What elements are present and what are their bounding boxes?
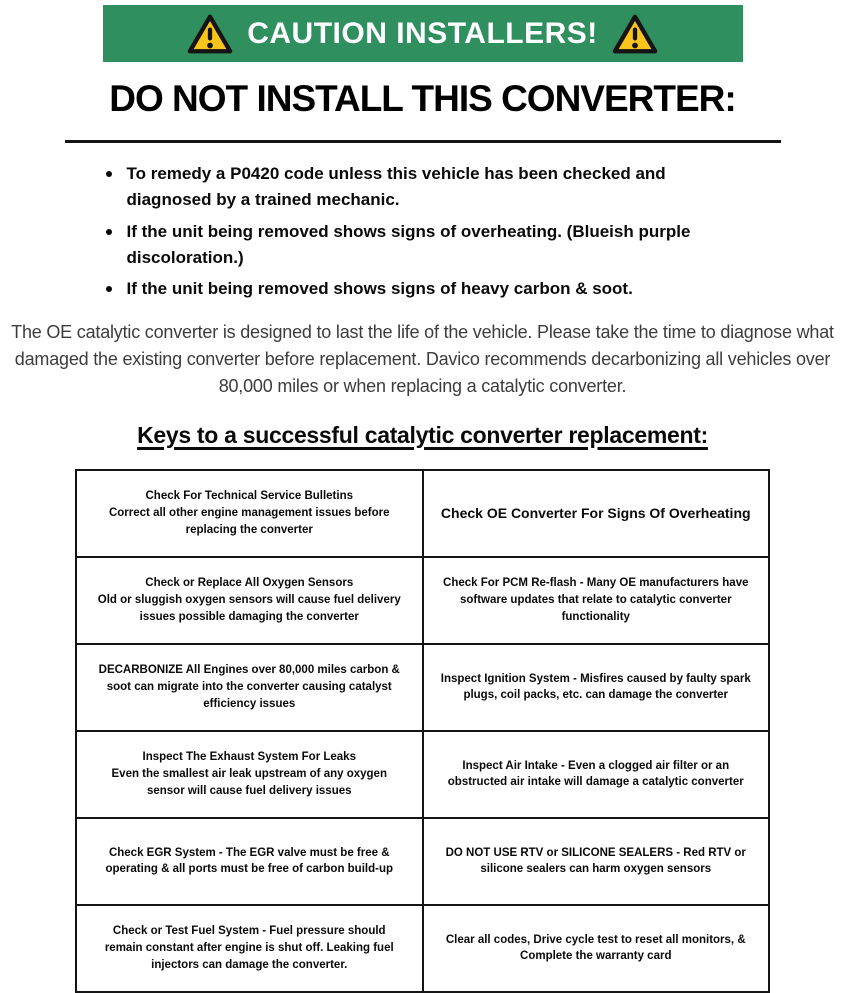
table-cell xyxy=(423,644,770,731)
cell-body: Even the smallest air leak upstream of any oxygen sensor will cause fuel delivery issues xyxy=(111,767,387,797)
table-row xyxy=(76,818,769,905)
table-row xyxy=(76,731,769,818)
table-cell xyxy=(423,557,770,644)
table-cell xyxy=(76,731,423,818)
table-row xyxy=(76,905,769,992)
cell-title: DECARBONIZE All Engines over 80,000 miles carbon & soot can migrate into the converter causing catalyst efficiency issues xyxy=(98,664,400,710)
warning-list-item: If the unit being removed shows signs of overheating. (Blueish purple discoloration.) xyxy=(127,219,747,272)
cell-title: Inspect Air Intake - Even a clogged air filter or an obstructed air intake will damage a catalytic converter xyxy=(447,759,744,789)
warning-triangle-icon xyxy=(612,13,658,55)
table-cell xyxy=(76,470,423,557)
table-cell xyxy=(76,644,423,731)
table-row xyxy=(76,557,769,644)
cell-title: Clear all codes, Drive cycle test to reset all monitors, & Complete the warranty card xyxy=(445,933,746,963)
table-cell xyxy=(423,818,770,905)
table-row xyxy=(76,644,769,731)
keys-table xyxy=(75,469,770,993)
table-cell xyxy=(76,818,423,905)
cell-title: Check or Replace All Oxygen Sensors xyxy=(145,577,354,590)
intro-paragraph: The OE catalytic converter is designed to last the life of the vehicle. Please take the time to diagnose what damaged the existing converter before replacement. Davico recommends decarbonizing all vehicles over 80,000 miles or when replacing a catalytic converter. xyxy=(11,321,834,396)
cell-title: Inspect Ignition System - Misfires caused by faulty spark plugs, coil packs, etc. can damage the converter xyxy=(440,672,751,702)
table-cell xyxy=(76,905,423,992)
banner-title: CAUTION INSTALLERS! xyxy=(247,16,598,50)
table-row xyxy=(76,470,769,557)
keys-heading: Keys to a successful catalytic converter replacement: xyxy=(137,421,708,448)
table-cell xyxy=(423,470,770,557)
table-cell xyxy=(423,905,770,992)
cell-title: Check For PCM Re-flash - Many OE manufacturers have software updates that relate to catalytic converter functionality xyxy=(443,577,749,623)
cell-body: Old or sluggish oxygen sensors will cause fuel delivery issues possible damaging the converter xyxy=(97,593,401,623)
warning-list-item: If the unit being removed shows signs of heavy carbon & soot. xyxy=(127,276,747,302)
cell-title: Check OE Converter For Signs Of Overheating xyxy=(440,505,751,522)
warning-triangle-icon xyxy=(187,13,233,55)
cell-title: Inspect The Exhaust System For Leaks xyxy=(142,751,356,764)
cell-title: Check For Technical Service Bulletins xyxy=(145,490,353,503)
divider-line xyxy=(65,140,781,143)
cell-body: Correct all other engine management issues before replacing the converter xyxy=(108,506,390,536)
warning-list-item: To remedy a P0420 code unless this vehicle has been checked and diagnosed by a trained mechanic. xyxy=(127,161,747,214)
table-cell xyxy=(423,731,770,818)
flyer-page xyxy=(0,5,845,971)
table-cell xyxy=(76,557,423,644)
cell-title: Check or Test Fuel System - Fuel pressure should remain constant after engine is shut off. Leaking fuel injectors can damage the converter. xyxy=(104,925,394,971)
page-title: DO NOT INSTALL THIS CONVERTER: xyxy=(109,78,736,119)
warning-list xyxy=(99,161,747,303)
cell-title: DO NOT USE RTV or SILICONE SEALERS - Red RTV or silicone sealers can harm oxygen sensors xyxy=(445,846,746,876)
caution-banner xyxy=(103,5,743,62)
cell-title: Check EGR System - The EGR valve must be free & operating & all ports must be free of carbon build-up xyxy=(105,846,394,876)
